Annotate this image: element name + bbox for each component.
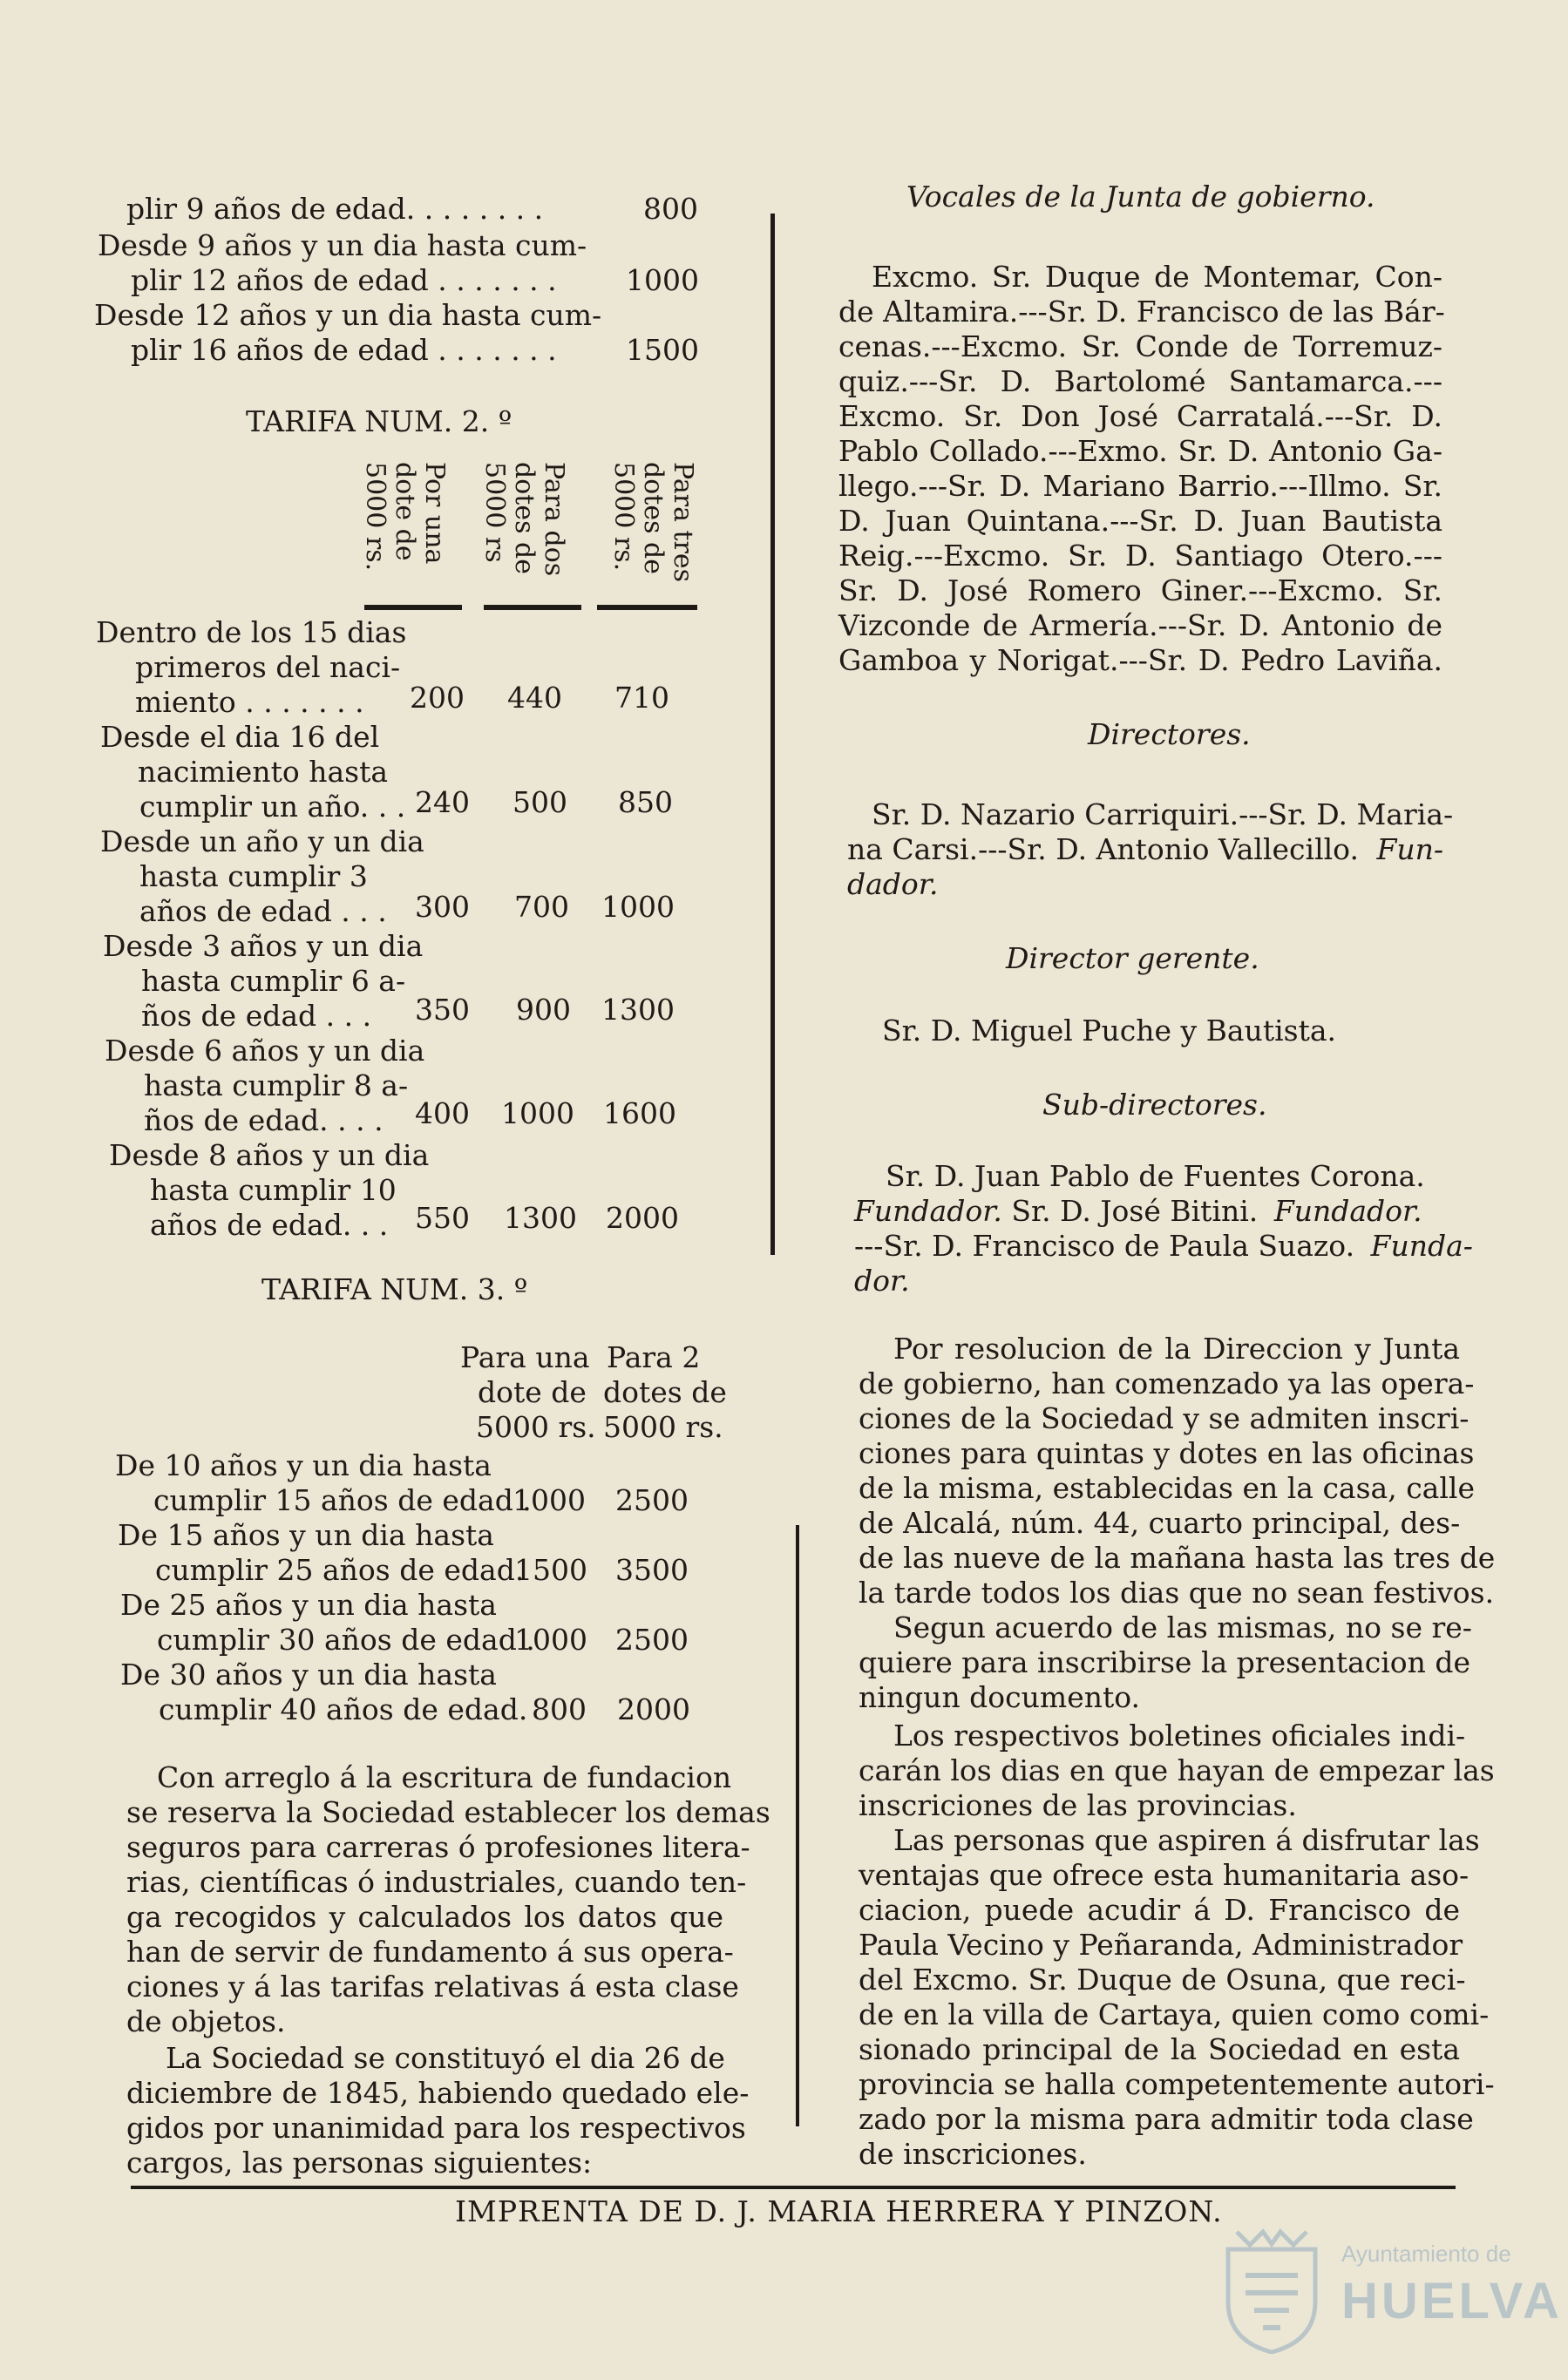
tarifa2-row3-v2: 900 — [516, 993, 571, 1027]
left-top-line-4: plir 16 años de edad . . . . . . . — [131, 333, 557, 367]
tarifa2-row2-v3: 1000 — [601, 890, 675, 924]
right-para-line-1: de gobierno, han comenzado ya las opera- — [859, 1366, 1475, 1400]
right-para-line-15: ventajas que ofrece esta humanitaria aso- — [859, 1858, 1470, 1892]
right-para-line-11: Los respectivos boletines oficiales indi- — [893, 1719, 1466, 1753]
left-para-line-4: ga recogidos y calculados los datos que — [126, 1900, 723, 1934]
right-para-line-13: inscriciones de las provincias. — [859, 1788, 1297, 1822]
left-para-line-8: La Sociedad se constituyó el dia 26 de — [166, 2041, 725, 2075]
left-para-line-7: de objetos. — [126, 2004, 286, 2038]
tarifa3-row3-a: De 30 años y un dia hasta — [120, 1658, 497, 1692]
tarifa2-row5-v2: 1300 — [504, 1201, 577, 1235]
tarifa2-row2-line1: hasta cumplir 3 — [139, 859, 368, 893]
tarifa2-header-rule-1 — [364, 605, 462, 610]
left-top-line-0: plir 9 años de edad. . . . . . . . — [126, 192, 544, 226]
right-para-line-21: provincia se halla competentemente autori- — [859, 2067, 1495, 2101]
tarifa2-row4-line1: hasta cumplir 8 a- — [144, 1068, 409, 1102]
tarifa3-head2-line2: 5000 rs. — [603, 1410, 723, 1444]
column-divider-top — [770, 214, 775, 1255]
left-para-line-10: gidos por unanimidad para los respectivos — [126, 2111, 746, 2145]
vocales-line-1: de Altamira.---Sr. D. Francisco de las Bár- — [838, 295, 1445, 329]
right-para-line-7: la tarde todos los dias que no sean festivos. — [859, 1576, 1495, 1610]
tarifa3-row3-v1: 800 — [532, 1692, 587, 1726]
tarifa2-row0-v1: 200 — [410, 681, 465, 715]
right-para-line-20: sionado principal de la Sociedad en esta — [859, 2032, 1460, 2066]
tarifa2-row5-line1: hasta cumplir 10 — [150, 1173, 397, 1207]
tarifa2-row0-v3: 710 — [614, 681, 669, 715]
tarifa3-row2-v2: 2500 — [615, 1623, 689, 1657]
sub-line-0: Sr. D. Juan Pablo de Fuentes Corona. — [886, 1159, 1425, 1193]
left-para-line-3: rias, científicas ó industriales, cuando ten- — [126, 1865, 747, 1899]
tarifa2-row3-line1: hasta cumplir 6 a- — [141, 964, 406, 998]
directores-line-1 — [847, 832, 1443, 867]
right-para-line-12: carán los dias en que hayan de empezar las — [859, 1753, 1495, 1787]
tarifa3-row3-v2: 2000 — [617, 1692, 690, 1726]
sub-line-1-pre: Fundador. — [854, 1194, 1002, 1228]
tarifa2-row2-v1: 300 — [415, 890, 470, 924]
vocales-line-10: Vizconde de Armería.---Sr. D. Antonio de — [838, 608, 1442, 642]
tarifa2-row1-v2: 500 — [512, 785, 567, 819]
tarifa2-row3-v1: 350 — [415, 993, 470, 1027]
vocales-line-8: Reig.---Excmo. Sr. D. Santiago Otero.--- — [838, 539, 1442, 573]
tarifa3-title: TARIFA NUM. 3. º — [261, 1272, 528, 1306]
right-para-line-10: ningun documento. — [859, 1680, 1141, 1714]
tarifa2-row4-v1: 400 — [415, 1096, 470, 1130]
tarifa3-row1-b: cumplir 25 años de edad. — [155, 1553, 525, 1587]
tarifa2-row3-v3: 1300 — [601, 993, 675, 1027]
right-para-line-6: de las nueve de la mañana hasta las tres de — [859, 1541, 1496, 1575]
tarifa2-header-3: Para tres dotes de 5000 rs. — [608, 462, 698, 583]
directores-line-2: dador. — [847, 867, 939, 901]
tarifa3-row1-v1: 1500 — [514, 1553, 587, 1587]
right-para-line-4: de la misma, establecidas en la casa, calle — [859, 1471, 1475, 1505]
column-divider-bottom — [796, 1525, 799, 2126]
sub-line-2 — [854, 1229, 1473, 1264]
tarifa2-row2-v2: 700 — [514, 890, 569, 924]
tarifa2-row1-line0: Desde el dia 16 del — [100, 720, 380, 754]
vocales-line-7: D. Juan Quintana.---Sr. D. Juan Bautista — [838, 504, 1442, 538]
tarifa3-row1-a: De 15 años y un dia hasta — [118, 1518, 494, 1552]
tarifa2-row5-v1: 550 — [415, 1201, 470, 1235]
tarifa2-row3-line2: ños de edad . . . — [141, 999, 372, 1033]
tarifa2-row5-line0: Desde 8 años y un dia — [109, 1138, 430, 1172]
right-para-line-8: Segun acuerdo de las mismas, no se re- — [893, 1610, 1472, 1644]
tarifa2-title: TARIFA NUM. 2. º — [246, 404, 512, 438]
tarifa2-header-rule-3 — [597, 605, 697, 610]
tarifa3-head2-line1: dotes de — [603, 1375, 727, 1409]
tarifa3-row2-v1: 1000 — [514, 1623, 587, 1657]
vocales-line-9: Sr. D. José Romero Giner.---Excmo. Sr. — [838, 573, 1442, 607]
tarifa2-row2-line2: años de edad . . . — [139, 894, 387, 928]
watermark-line1: Ayuntamiento de — [1341, 2241, 1511, 2267]
tarifa3-row3-b: cumplir 40 años de edad. — [159, 1692, 528, 1726]
tarifa2-row0-line1: primeros del naci- — [135, 650, 401, 684]
vocales-title: Vocales de la Junta de gobierno. — [906, 180, 1375, 214]
vocales-line-4: Excmo. Sr. Don José Carratalá.---Sr. D. — [838, 399, 1442, 433]
tarifa3-head1-line1: dote de — [478, 1375, 587, 1409]
footer-rule — [131, 2186, 1456, 2189]
sub-line-2-post: Funda- — [1370, 1229, 1473, 1263]
tarifa3-row0-b: cumplir 15 años de edad . — [153, 1483, 532, 1517]
left-top-value-0: 800 — [643, 192, 698, 226]
tarifa2-row4-v3: 1600 — [603, 1096, 676, 1130]
directores-title: Directores. — [1088, 717, 1251, 751]
tarifa2-row0-line2: miento . . . . . . . — [135, 685, 364, 719]
tarifa2-header-rule-2 — [484, 605, 581, 610]
tarifa2-row3-line0: Desde 3 años y un dia — [103, 929, 424, 963]
left-para-line-6: ciones y á las tarifas relativas á esta clase — [126, 1970, 739, 2004]
vocales-line-5: Pablo Collado.---Exmo. Sr. D. Antonio Ga- — [838, 434, 1442, 468]
vocales-line-11: Gamboa y Norigat.---Sr. D. Pedro Laviña. — [838, 643, 1442, 677]
left-top-line-2: plir 12 años de edad . . . . . . . — [131, 263, 557, 297]
gerente-name: Sr. D. Miguel Puche y Bautista. — [882, 1014, 1336, 1048]
right-para-line-23: de inscriciones. — [859, 2137, 1087, 2171]
vocales-line-2: cenas.---Excmo. Sr. Conde de Torremuz- — [838, 329, 1442, 363]
tarifa2-row0-v2: 440 — [507, 681, 562, 715]
right-para-line-16: ciacion, puede acudir á D. Francisco de — [859, 1893, 1460, 1927]
tarifa2-row1-v1: 240 — [415, 785, 470, 819]
tarifa3-head1-line0: Para una — [460, 1340, 590, 1374]
tarifa3-head1-line2: 5000 rs. — [476, 1410, 596, 1444]
right-para-line-19: de en la villa de Cartaya, quien como comi- — [859, 1997, 1490, 2031]
right-para-line-5: de Alcalá, núm. 44, cuarto principal, des- — [859, 1506, 1461, 1540]
vocales-line-0: Excmo. Sr. Duque de Montemar, Con- — [872, 260, 1442, 294]
tarifa2-row1-line2: cumplir un año. . . — [139, 790, 406, 824]
left-para-line-2: seguros para carreras ó profesiones litera- — [126, 1830, 750, 1864]
tarifa2-row1-line1: nacimiento hasta — [138, 755, 389, 789]
watermark-logo — [1219, 2223, 1563, 2354]
left-para-line-11: cargos, las personas siguientes: — [126, 2146, 593, 2180]
tarifa2-row4-line2: ños de edad. . . . — [144, 1103, 384, 1137]
tarifa2-header-1: Por una dote de 5000 rs. — [360, 462, 450, 572]
tarifa3-row0-v2: 2500 — [615, 1483, 689, 1517]
right-para-line-14: Las personas que aspiren á disfrutar las — [893, 1823, 1480, 1857]
tarifa3-row2-b: cumplir 30 años de edad . — [157, 1623, 535, 1657]
tarifa3-row2-a: De 25 años y un dia hasta — [120, 1588, 497, 1622]
tarifa2-row5-line2: años de edad. . . — [150, 1208, 389, 1242]
right-para-line-3: ciones para quintas y dotes en las oficinas — [859, 1436, 1475, 1470]
tarifa2-row1-v3: 850 — [618, 785, 673, 819]
tarifa3-row0-a: De 10 años y un dia hasta — [115, 1448, 492, 1482]
directores-line-1-text: na Carsi.---Sr. D. Antonio Vallecillo. — [847, 832, 1359, 866]
vocales-line-3: quiz.---Sr. D. Bartolomé Santamarca.--- — [838, 364, 1442, 398]
sub-line-1-post: Fundador. — [1273, 1194, 1422, 1228]
tarifa2-header-2: Para dos dotes de 5000 rs — [479, 462, 569, 577]
huelva-crest-icon — [1219, 2223, 1324, 2354]
directores-line-1-italic: Fun- — [1376, 832, 1444, 866]
right-para-line-17: Paula Vecino y Peñaranda, Administrador — [859, 1928, 1463, 1962]
vocales-line-6: llego.---Sr. D. Mariano Barrio.---Illmo. Sr. — [838, 469, 1442, 503]
right-para-line-0: Por resolucion de la Direccion y Junta — [893, 1332, 1460, 1366]
left-para-line-9: diciembre de 1845, habiendo quedado ele- — [126, 2076, 750, 2110]
tarifa3-head2-line0: Para 2 — [607, 1340, 701, 1374]
left-top-line-3: Desde 12 años y un dia hasta cum- — [94, 298, 602, 332]
gerente-title: Director gerente. — [1006, 941, 1259, 975]
right-para-line-18: del Excmo. Sr. Duque de Osuna, que reci- — [859, 1963, 1466, 1997]
right-para-line-9: quiere para inscribirse la presentacion de — [859, 1645, 1471, 1679]
sub-line-1 — [854, 1194, 1422, 1229]
subdirectores-title: Sub-directores. — [1042, 1088, 1267, 1122]
left-top-line-1: Desde 9 años y un dia hasta cum- — [98, 228, 587, 262]
left-para-line-0: Con arreglo á la escritura de fundacion — [157, 1760, 732, 1794]
tarifa3-row1-v2: 3500 — [615, 1553, 689, 1587]
left-para-line-1: se reserva la Sociedad establecer los demas — [126, 1795, 770, 1829]
tarifa2-row5-v3: 2000 — [606, 1201, 679, 1235]
right-para-line-22: zado por la misma para admitir toda clase — [859, 2102, 1474, 2136]
sub-line-3: dor. — [854, 1264, 910, 1298]
tarifa2-row0-line0: Dentro de los 15 dias — [96, 615, 407, 649]
sub-line-1-text: Sr. D. José Bitini. — [1001, 1194, 1259, 1228]
tarifa2-row4-v2: 1000 — [501, 1096, 574, 1130]
left-top-value-4: 1500 — [626, 333, 699, 367]
directores-line-0: Sr. D. Nazario Carriquiri.---Sr. D. Maria- — [872, 797, 1454, 831]
footer-imprint: IMPRENTA DE D. J. MARIA HERRERA Y PINZON. — [455, 2194, 1223, 2228]
tarifa2-row4-line0: Desde 6 años y un dia — [105, 1034, 425, 1068]
left-top-value-2: 1000 — [626, 263, 699, 297]
sub-line-2-text: ---Sr. D. Francisco de Paula Suazo. — [854, 1229, 1355, 1263]
tarifa2-row2-line0: Desde un año y un dia — [100, 824, 424, 858]
watermark-line2: HUELVA — [1341, 2273, 1563, 2329]
right-para-line-2: ciones de la Sociedad y se admiten inscri- — [859, 1401, 1470, 1435]
left-para-line-5: han de servir de fundamento á sus opera- — [126, 1935, 734, 1969]
tarifa3-row0-v1: 1000 — [512, 1483, 586, 1517]
